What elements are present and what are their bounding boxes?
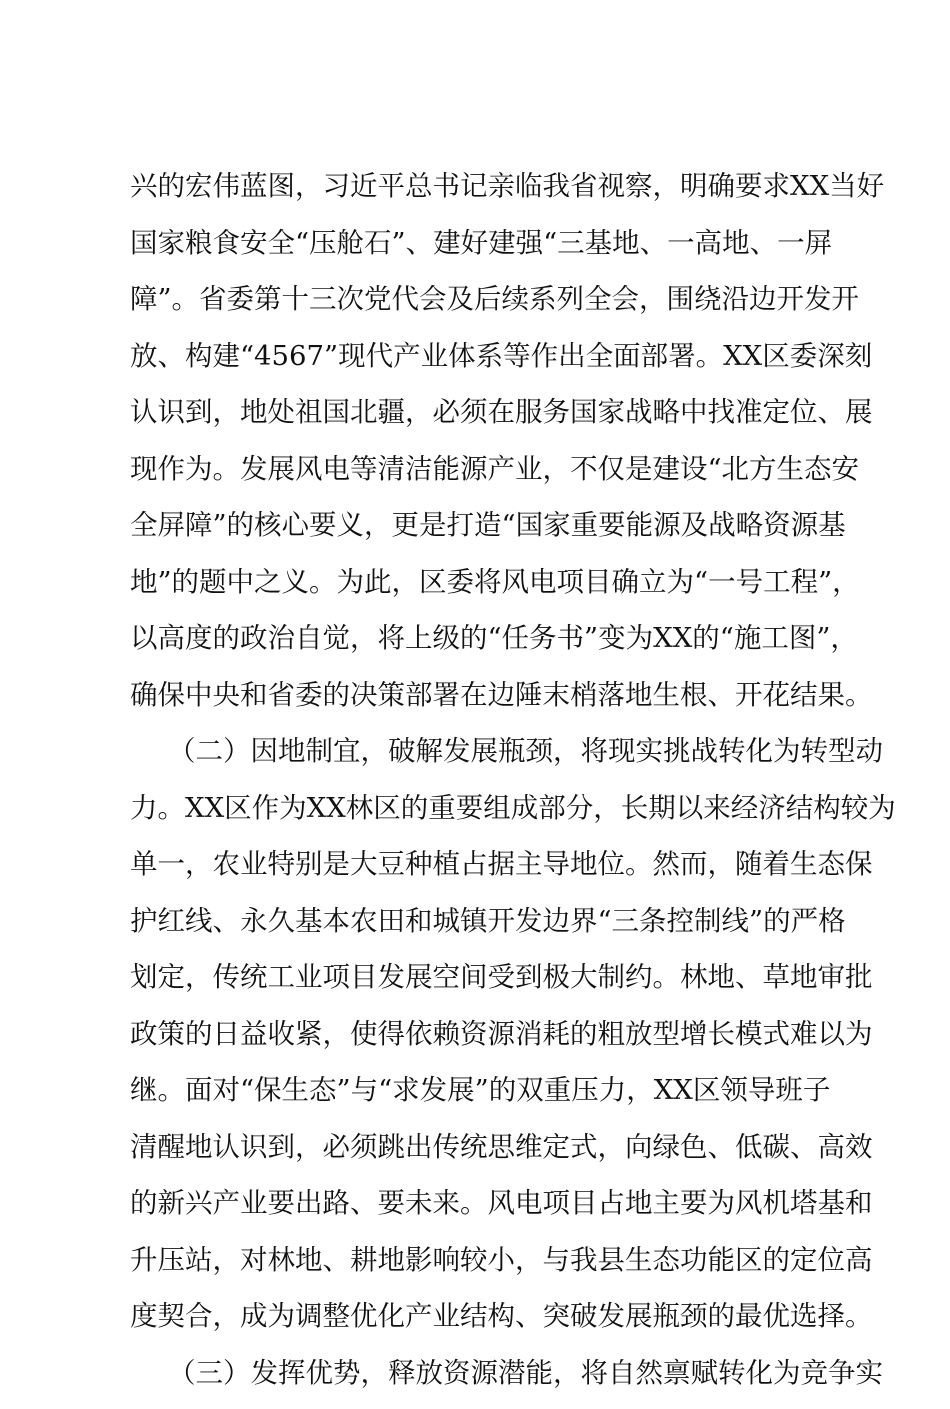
text-line: 的新兴产业要出路、要未来。风电项目占地主要为风机塔基和 <box>130 1183 822 1240</box>
text-line: 继。面对“保生态”与“求发展”的双重压力，XX区领导班子 <box>130 1070 822 1127</box>
text-line: 国家粮食安全“压舱石”、建好建强“三基地、一高地、一屏 <box>130 223 822 280</box>
text-line: 放、构建“4567”现代产业体系等作出全面部署。XX区委深刻 <box>130 336 822 393</box>
text-line: 以高度的政治自觉，将上级的“任务书”变为XX的“施工图”， <box>130 618 822 675</box>
text-line: 地”的题中之义。为此，区委将风电项目确立为“一号工程”， <box>130 562 822 619</box>
text-line: 单一，农业特别是大豆种植占据主导地位。然而，随着生态保 <box>130 844 822 901</box>
text-line: 兴的宏伟蓝图，习近平总书记亲临我省视察，明确要求XX当好 <box>130 166 822 223</box>
text-line: 护红线、永久基本农田和城镇开发边界“三条控制线”的严格 <box>130 901 822 958</box>
text-line: 度契合，成为调整优化产业结构、突破发展瓶颈的最优选择。 <box>130 1296 822 1353</box>
paragraph-1 <box>130 166 822 731</box>
text-line: 力。XX区作为XX林区的重要组成部分，长期以来经济结构较为 <box>130 788 822 845</box>
text-line: 清醒地认识到，必须跳出传统思维定式，向绿色、低碳、高效 <box>130 1127 822 1184</box>
section-heading-line: （三）发挥优势，释放资源潜能，将自然禀赋转化为竞争实 <box>130 1353 822 1409</box>
text-line: 认识到，地处祖国北疆，必须在服务国家战略中找准定位、展 <box>130 392 822 449</box>
document-body <box>130 166 822 1409</box>
paragraph-3 <box>130 1353 822 1409</box>
text-line: 障”。省委第十三次党代会及后续系列全会，围绕沿边开发开 <box>130 279 822 336</box>
text-line: 政策的日益收紧，使得依赖资源消耗的粗放型增长模式难以为 <box>130 1014 822 1071</box>
text-line: 升压站，对林地、耕地影响较小，与我县生态功能区的定位高 <box>130 1240 822 1297</box>
text-line: 划定，传统工业项目发展空间受到极大制约。林地、草地审批 <box>130 957 822 1014</box>
section-heading-line: （二）因地制宜，破解发展瓶颈，将现实挑战转化为转型动 <box>130 731 822 788</box>
text-line: 确保中央和省委的决策部署在边陲末梢落地生根、开花结果。 <box>130 675 822 732</box>
text-line: 现作为。发展风电等清洁能源产业，不仅是建设“北方生态安 <box>130 449 822 506</box>
paragraph-2 <box>130 731 822 1353</box>
text-line: 全屏障”的核心要义，更是打造“国家重要能源及战略资源基 <box>130 505 822 562</box>
